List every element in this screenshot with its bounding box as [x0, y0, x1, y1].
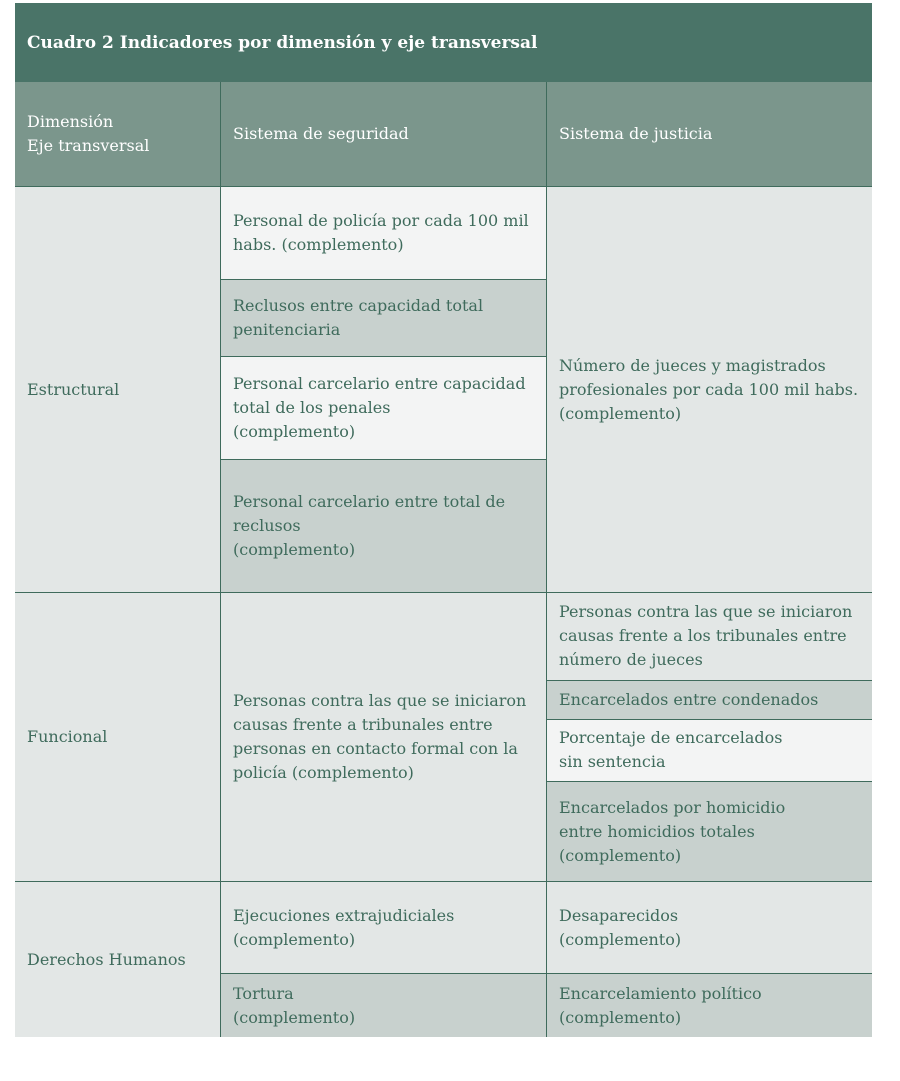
estructural-justicia: Número de jueces y magistrados profesionales por cada 100 mil habs. (complemento) [546, 186, 872, 592]
indicator-cell: Personal carcelario entre capacidad total de los penales (complemento) [221, 356, 546, 460]
table-grid [15, 82, 872, 1037]
row-label-funcional: Funcional [15, 592, 220, 881]
indicator-cell: Desaparecidos (complemento) [547, 882, 872, 973]
header-justicia: Sistema de justicia [546, 82, 872, 186]
row-label-estructural: Estructural [15, 186, 220, 592]
indicator-cell: Porcentaje de encarcelados sin sentencia [547, 719, 872, 782]
ddhh-seguridad [220, 881, 546, 1037]
indicator-cell: Encarcelados por homicidio entre homicidios totales (complemento) [547, 781, 872, 881]
indicator-cell: Tortura (complemento) [221, 973, 546, 1037]
indicator-cell: Encarcelados entre condenados [547, 680, 872, 719]
estructural-seguridad [220, 186, 546, 592]
indicator-cell: Personal de policía por cada 100 mil habs. (complemento) [221, 187, 546, 279]
ddhh-justicia [546, 881, 872, 1037]
header-seguridad: Sistema de seguridad [220, 82, 546, 186]
row-label-derechos-humanos: Derechos Humanos [15, 881, 220, 1037]
funcional-seguridad: Personas contra las que se iniciaron causas frente a tribunales entre personas en contacto formal con la policía (complemento) [220, 592, 546, 881]
indicator-cell: Personas contra las que se iniciaron causas frente a los tribunales entre número de jueces [547, 593, 872, 680]
indicator-cell: Encarcelamiento político (complemento) [547, 973, 872, 1037]
indicator-cell: Personal carcelario entre total de reclusos (complemento) [221, 459, 546, 592]
indicator-cell: Ejecuciones extrajudiciales (complemento) [221, 882, 546, 973]
indicator-cell: Reclusos entre capacidad total penitenciaria [221, 279, 546, 356]
table-title: Cuadro 2 Indicadores por dimensión y eje transversal [15, 3, 872, 82]
indicators-table [15, 3, 872, 1037]
header-dimension: Dimensión Eje transversal [15, 82, 220, 186]
funcional-justicia [546, 592, 872, 881]
